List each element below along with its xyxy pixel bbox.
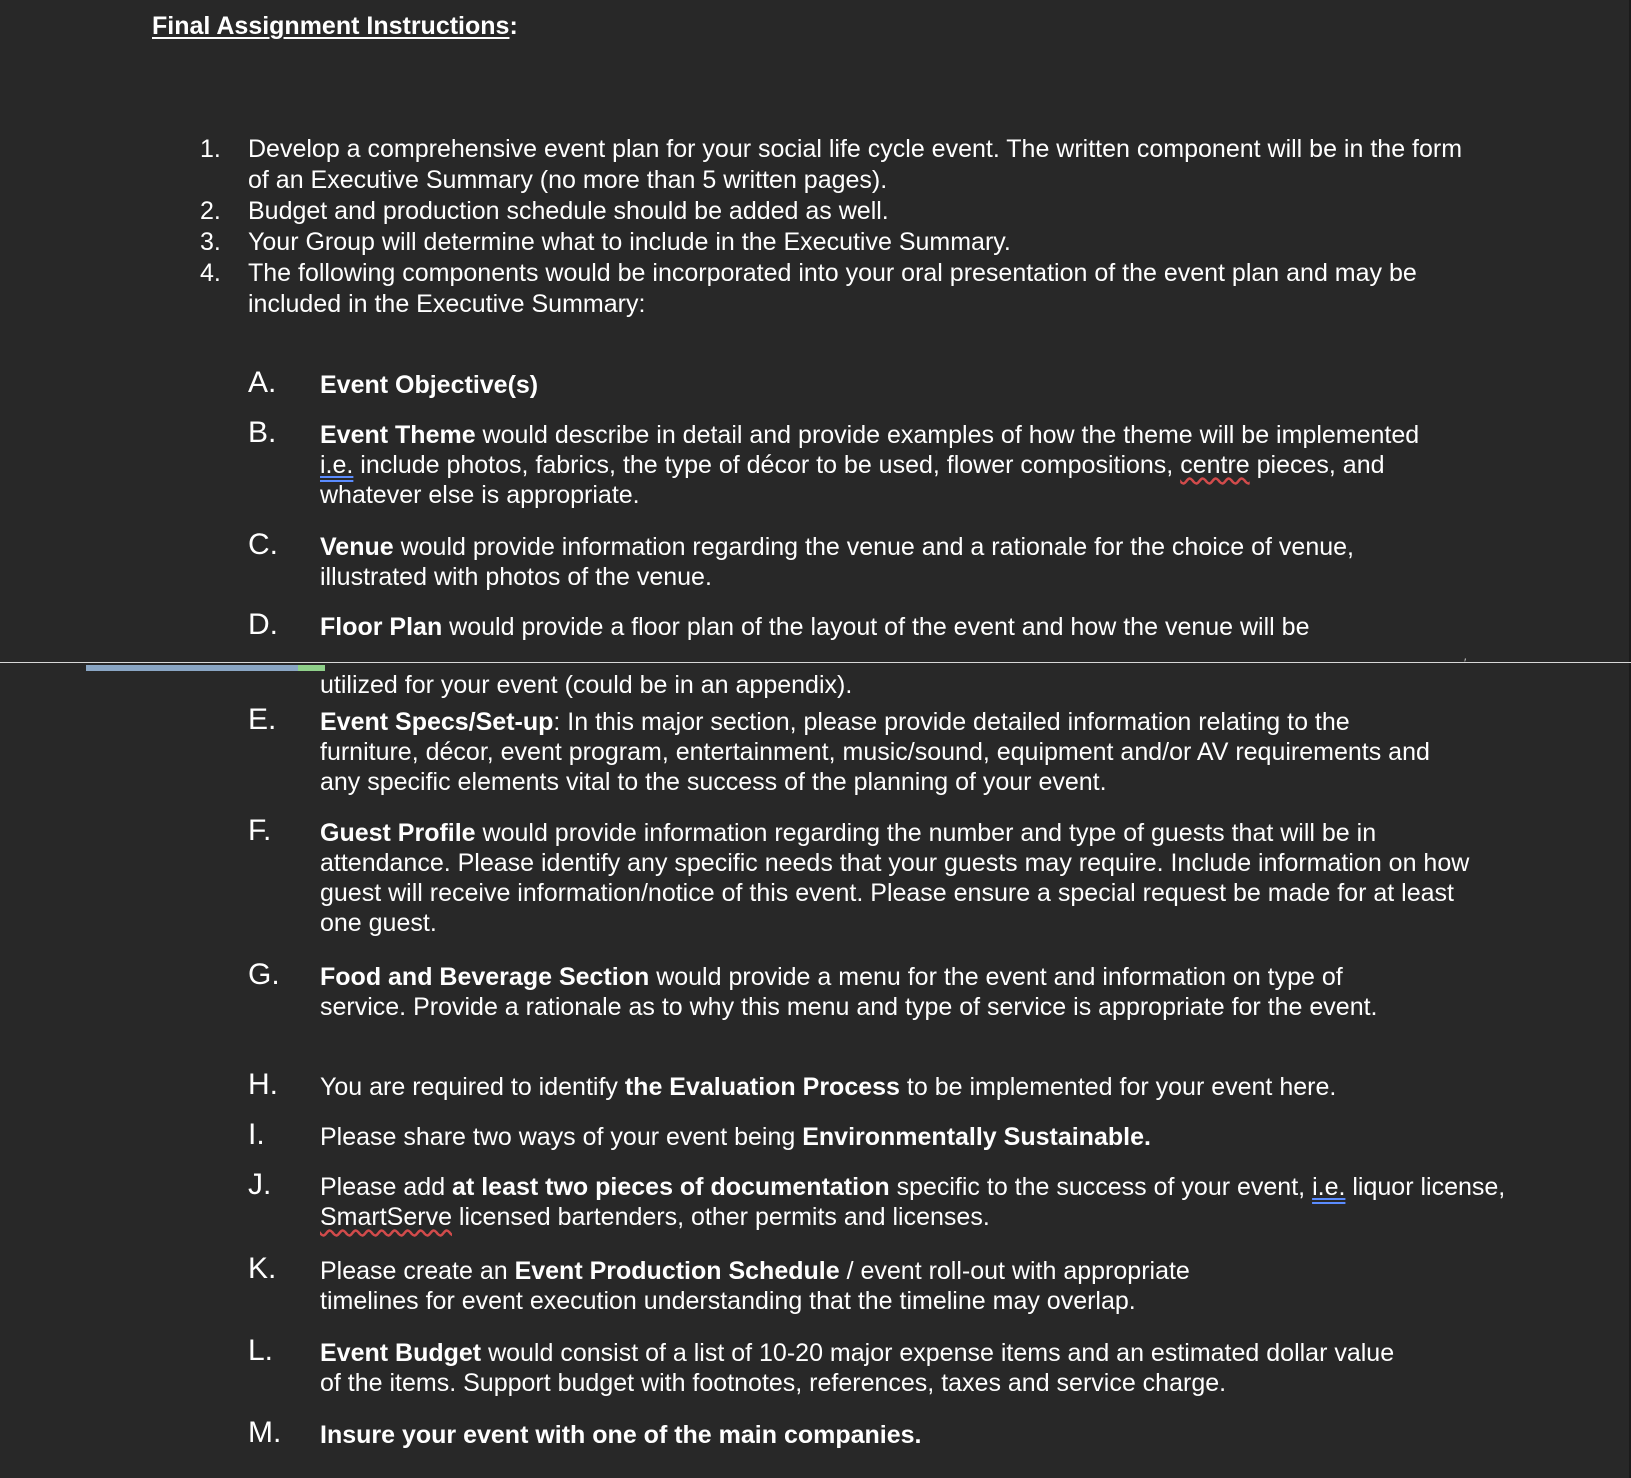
component-text: Please create an [320, 1257, 515, 1285]
component-text: timelines for event execution understanding that the timeline may overlap. [320, 1287, 1136, 1315]
item-text: Budget and production schedule should be added as well. [248, 197, 889, 225]
grammar-flag-ie[interactable]: i.e. [320, 451, 354, 479]
component-text: : In this major section, please provide detailed information relating to the furniture, décor, event program, entertainment, music/sound, equipment and/or AV requirements and any specific elements vital to the success of the planning of your event. [320, 708, 1430, 796]
component-letter: H. [248, 1068, 278, 1101]
component-text: would provide information regarding the number and type of guests that will be in attendance. Please identify any specific needs that your guests may require. Include information on how guest will receive information/notice of this event. Please ensure a special request be made for at least one guest. [320, 819, 1470, 937]
component-letter: B. [248, 416, 277, 449]
title-text: Final Assignment Instructions [152, 12, 510, 40]
spelling-flag-centre[interactable]: centre [1180, 451, 1250, 479]
component-letter: F. [248, 814, 272, 847]
component-text: pieces, and whatever else is appropriate. [320, 451, 1385, 509]
component-body [320, 818, 1500, 938]
component-heading: Insure your event with one of the main companies. [320, 1421, 922, 1449]
grammar-flag-ie[interactable]: i.e. [1312, 1173, 1346, 1201]
item-text: The following components would be incorporated into your oral presentation of the event plan and may be included in the Executive Summary: [248, 259, 1417, 318]
numbered-item-4 [0, 258, 1631, 320]
page-indicator-bar [86, 665, 298, 671]
component-text: Please share two ways of your event being [320, 1123, 803, 1151]
component-text: would provide a menu for the event and information on type of service. Provide a rationale as to why this menu and type of service is appropriate for the event. [320, 963, 1378, 1021]
component-text: liquor license, [1345, 1173, 1506, 1201]
component-letter: A. [248, 366, 277, 399]
numbered-item-2 [0, 196, 1631, 227]
component-body [320, 1256, 1500, 1316]
item-number: 1. [200, 135, 221, 163]
item-number: 3. [200, 228, 221, 256]
component-text: specific to the success of your event, [889, 1173, 1313, 1201]
component-heading: at least two pieces of documentation [452, 1173, 890, 1201]
component-heading: Event Specs/Set-up [320, 708, 554, 736]
component-text: You are required to identify [320, 1073, 625, 1101]
component-heading: Environmentally Sustainable. [802, 1123, 1151, 1151]
component-heading: Event Theme [320, 421, 476, 449]
component-letter: I. [248, 1118, 265, 1151]
document-title [152, 12, 518, 41]
component-body [320, 532, 1430, 592]
component-letter: C. [248, 528, 278, 561]
component-letter: K. [248, 1252, 277, 1285]
numbered-item-3 [0, 227, 1631, 258]
item-text: Develop a comprehensive event plan for your social life cycle event. The written component will be in the form of an Executive Summary (no more than 5 written pages). [248, 135, 1463, 194]
component-body [320, 420, 1430, 510]
component-text: / event roll-out with appropriate [839, 1257, 1190, 1285]
component-letter: J. [248, 1168, 272, 1201]
component-letter: M. [248, 1416, 282, 1449]
component-text: include photos, fabrics, the type of décor to be used, flower compositions, [353, 451, 1181, 479]
component-text: to be implemented for your event here. [899, 1073, 1337, 1101]
component-body [320, 1338, 1400, 1398]
item-number: 4. [200, 259, 221, 287]
component-body [320, 1122, 1500, 1152]
spelling-flag-smartserve[interactable]: SmartServe [320, 1203, 452, 1231]
component-body [320, 1172, 1520, 1232]
component-body [320, 670, 1500, 700]
component-heading: Venue [320, 533, 394, 561]
component-text: would consist of a list of 10-20 major expense items and an estimated dollar value of the items. Support budget with footnotes, references, taxes and service charge. [320, 1339, 1395, 1397]
component-heading: Event Production Schedule [514, 1257, 840, 1285]
component-text: would provide information regarding the venue and a rationale for the choice of venue, illustrated with photos of the venue. [320, 533, 1354, 591]
component-text: would describe in detail and provide examples of how the theme will be implemented [475, 421, 1420, 449]
component-body [320, 1072, 1500, 1102]
component-letter: G. [248, 958, 280, 991]
component-body [320, 612, 1500, 642]
component-text: Please add [320, 1173, 453, 1201]
item-number: 2. [200, 197, 221, 225]
numbered-item-1 [0, 134, 1631, 196]
component-text: would provide a floor plan of the layout of the event and how the venue will be [442, 613, 1310, 641]
component-heading: the Evaluation Process [624, 1073, 900, 1101]
component-body [320, 962, 1400, 1022]
page-break-line [0, 662, 1631, 663]
item-text: Your Group will determine what to include in the Executive Summary. [248, 228, 1011, 256]
component-body [320, 707, 1430, 797]
component-heading: Event Budget [320, 1339, 482, 1367]
component-letter: E. [248, 703, 277, 736]
component-heading: Guest Profile [320, 819, 476, 847]
component-body [320, 370, 1500, 400]
component-body [320, 1420, 1500, 1450]
component-heading: Floor Plan [320, 613, 443, 641]
component-heading: Food and Beverage Section [320, 963, 650, 991]
component-letter: L. [248, 1334, 274, 1367]
component-text: licensed bartenders, other permits and licenses. [451, 1203, 990, 1231]
title-colon: : [509, 12, 518, 40]
component-text: utilized for your event (could be in an appendix). [320, 671, 853, 699]
numbered-list [0, 134, 1631, 320]
page-break-mark: ′ [1464, 656, 1467, 670]
component-heading: Event Objective(s) [320, 371, 539, 399]
component-letter: D. [248, 608, 278, 641]
